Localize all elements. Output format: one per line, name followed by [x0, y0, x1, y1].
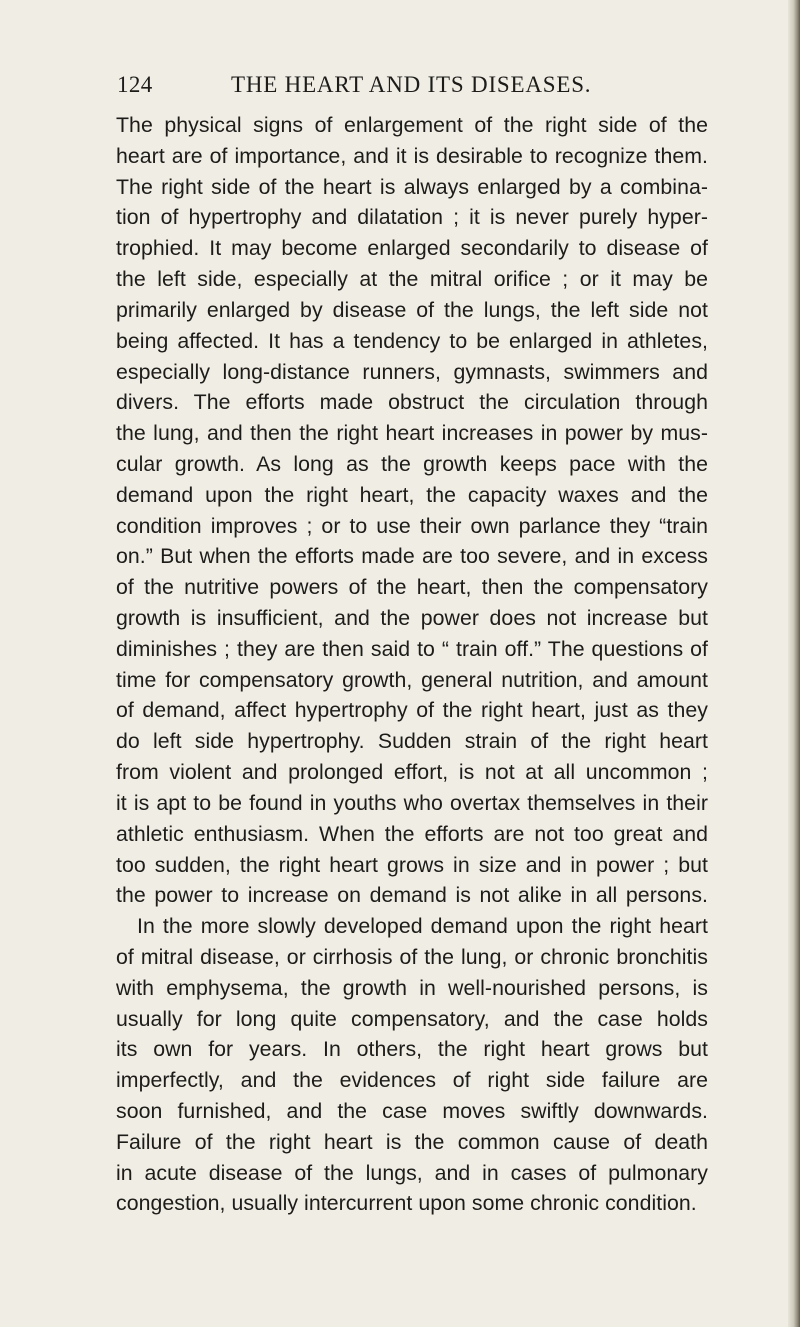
text-line: being affected. It has a tendency to be enlarged in athletes, — [116, 328, 708, 353]
text-line: too sudden, the right heart grows in size and in power ; but — [116, 852, 708, 877]
text-line: tion of hypertrophy and dilatation ; it is never purely hyper- — [116, 205, 708, 230]
text-line: diminishes ; they are then said to “ train off.” The questions of — [116, 636, 708, 661]
text-line: The physical signs of enlargement of the right side of the — [116, 113, 708, 137]
body-text — [116, 110, 708, 1219]
text-line: its own for years. In others, the right heart grows but — [116, 1037, 708, 1062]
text-line: with emphysema, the growth in well-nourished persons, is — [116, 975, 708, 1000]
text-line: the left side, especially at the mitral orifice ; or it may be — [116, 267, 708, 292]
text-line: soon furnished, and the case moves swiftly downwards. — [116, 1099, 708, 1123]
text-line: of demand, affect hypertrophy of the right heart, just as they — [116, 698, 708, 723]
text-line: growth is insufficient, and the power does not increase but — [116, 606, 708, 630]
text-line: time for compensatory growth, general nutrition, and amount — [116, 667, 708, 692]
text-line: especially long-distance runners, gymnasts, swimmers and — [116, 359, 708, 384]
text-line: primarily enlarged by disease of the lungs, the left side not — [116, 297, 708, 322]
text-line: in acute disease of the lungs, and in cases of pulmonary — [116, 1160, 708, 1185]
running-title: THE HEART AND ITS DISEASES. — [231, 72, 592, 97]
text-line-last: congestion, usually intercurrent upon some chronic condition. — [116, 1191, 697, 1216]
text-line: on.” But when the efforts made are too severe, and in excess — [116, 544, 708, 569]
text-line: Failure of the right heart is the common cause of death — [116, 1129, 708, 1154]
page-number: 124 — [117, 72, 153, 97]
text-line: imperfectly, and the evidences of right side failure are — [116, 1068, 708, 1093]
text-line: of the nutritive powers of the heart, then the compensatory — [116, 575, 708, 600]
text-line: usually for long quite compensatory, and the case holds — [116, 1006, 708, 1031]
text-line: of mitral disease, or cirrhosis of the lung, or chronic bronchitis — [116, 944, 708, 969]
text-line: athletic enthusiasm. When the efforts are not too great and — [116, 821, 708, 846]
text-line: heart are of importance, and it is desirable to recognize them. — [116, 143, 708, 168]
text-line: it is apt to be found in youths who overtax themselves in their — [116, 790, 708, 815]
text-line: cular growth. As long as the growth keeps pace with the — [116, 451, 708, 476]
text-line: divers. The efforts made obstruct the circulation through — [116, 390, 708, 415]
text-line: the power to increase on demand is not alike in all persons. — [116, 883, 708, 908]
text-line: the lung, and then the right heart increases in power by mus- — [116, 421, 708, 446]
text-line: from violent and prolonged effort, is not at all uncommon ; — [116, 760, 708, 785]
text-line: trophied. It may become enlarged secondarily to disease of — [116, 236, 708, 261]
text-line: do left side hypertrophy. Sudden strain of the right heart — [116, 729, 708, 754]
text-line: condition improves ; or to use their own parlance they “train — [116, 513, 708, 538]
text-line-paragraph-start: In the more slowly developed demand upon the right heart — [137, 914, 708, 939]
text-line: The right side of the heart is always enlarged by a combina- — [116, 174, 708, 199]
running-head — [117, 72, 706, 104]
page-edge-shadow — [788, 0, 800, 1327]
text-line: demand upon the right heart, the capacity waxes and the — [116, 482, 708, 507]
